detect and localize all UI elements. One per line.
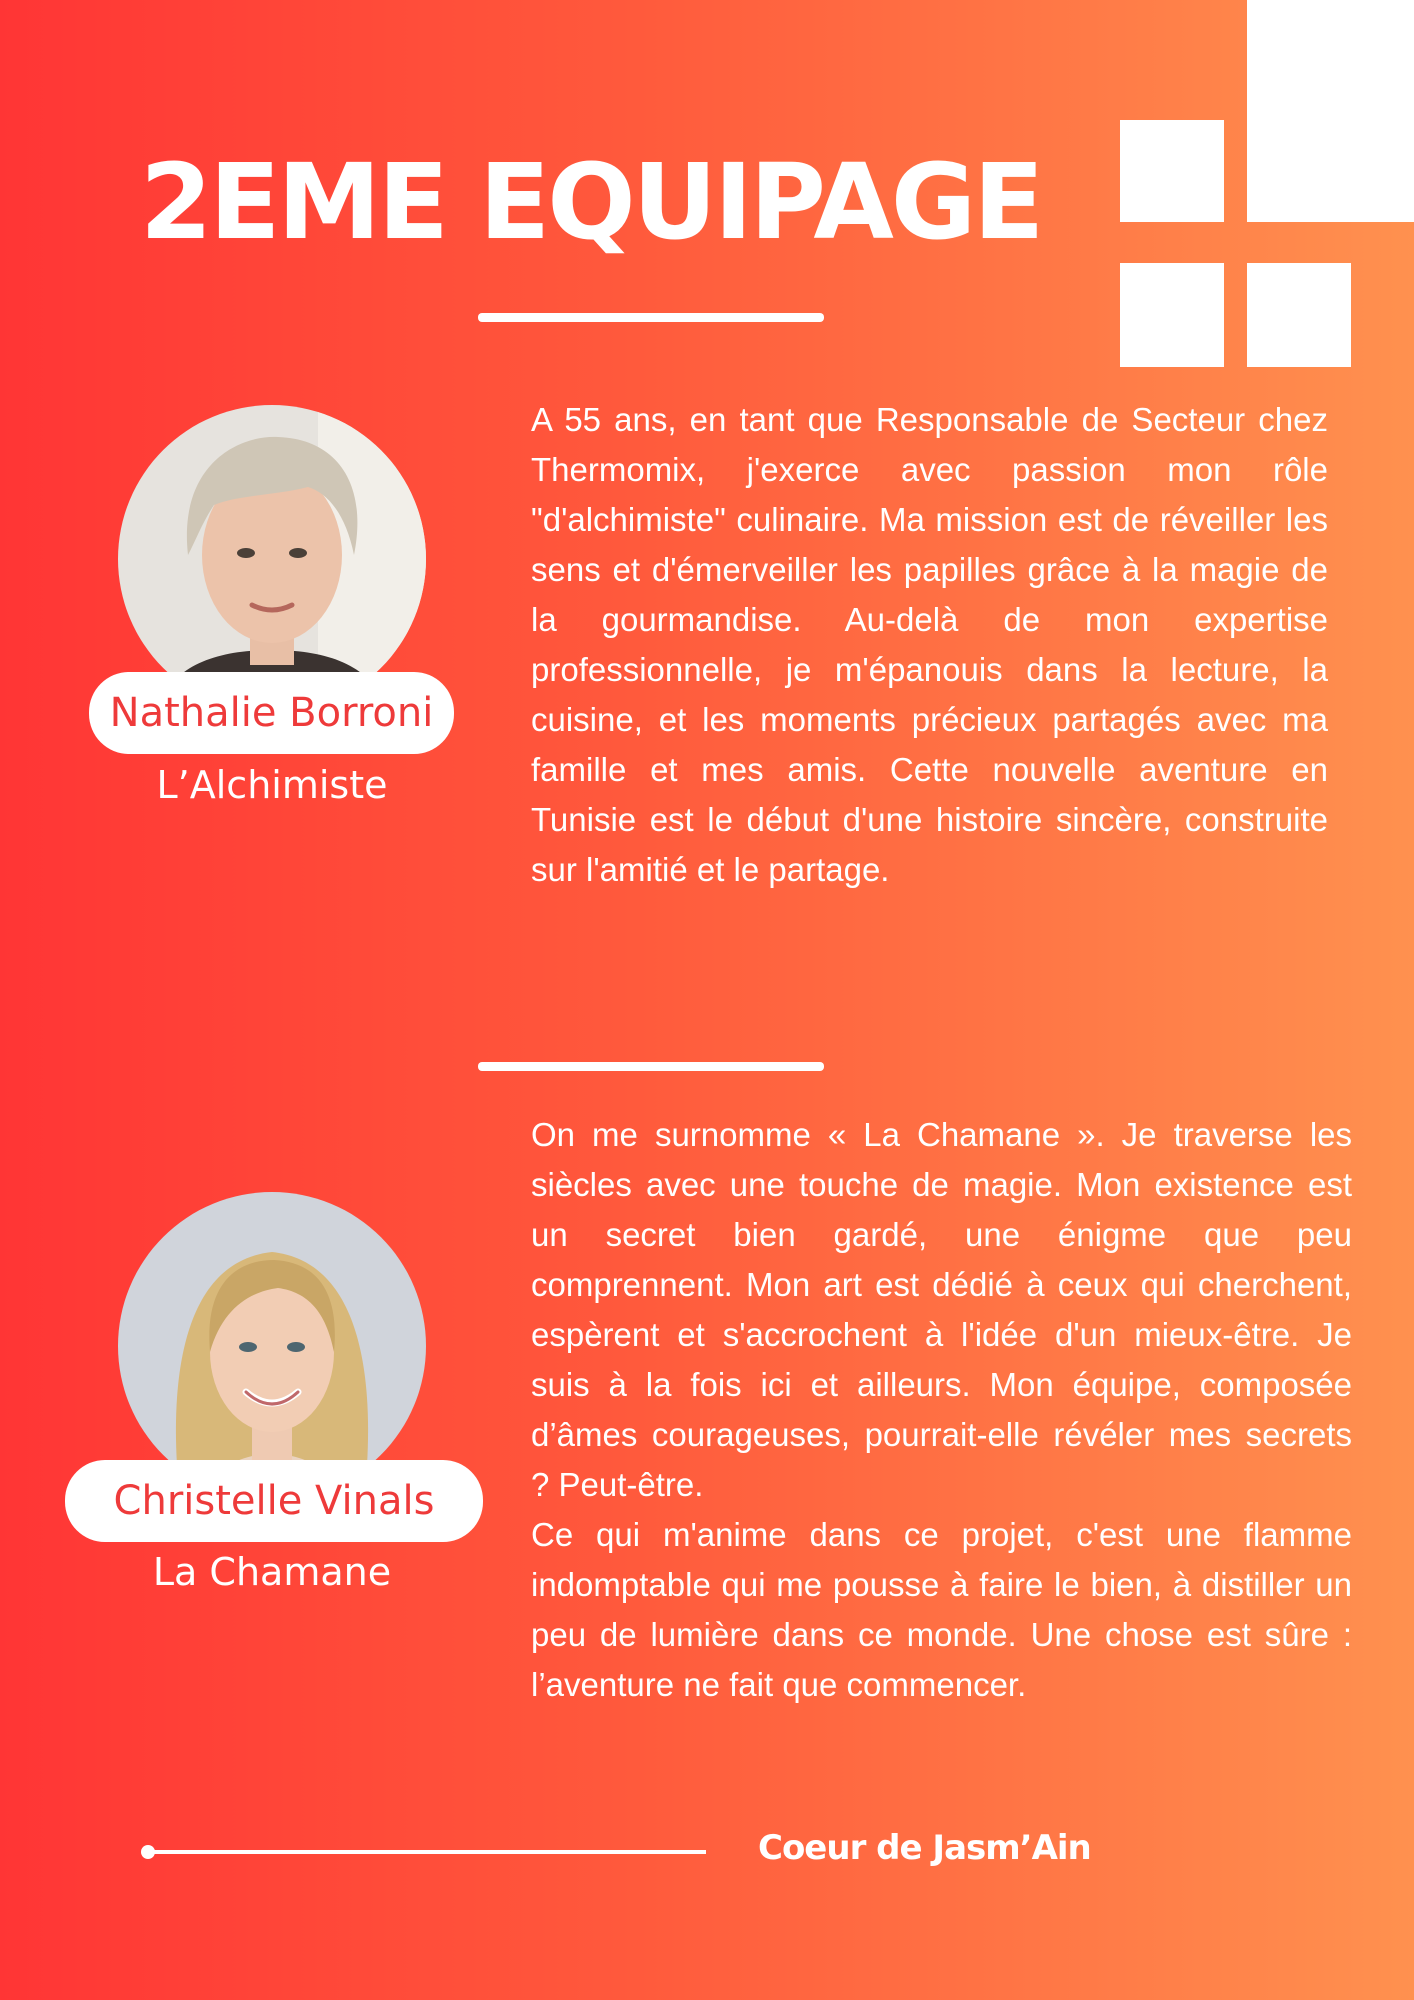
member-name-nathalie: Nathalie Borroni — [89, 672, 454, 754]
member-bio-christelle-part1: On me surnomme « La Chamane ». Je traverse les siècles avec une touche de magie. Mon existence est un secret bien gardé, une énigme que peu comprennent. Mon art est dédié à ceux qui cherchent, espèrent et s'accrochent à l'idée d'un mieux-être. Je suis à la fois ici et ailleurs. Mon équipe, composée d’âmes courageuses, pourrait-elle révéler mes secrets ? Peut-être. — [531, 1116, 1352, 1503]
footer-line — [148, 1850, 706, 1854]
member-bio-christelle — [531, 1110, 1352, 1710]
decorative-square-bottom-right — [1247, 263, 1351, 367]
member-bio-nathalie: A 55 ans, en tant que Responsable de Secteur chez Thermomix, j'exerce avec passion mon rôle "d'alchimiste" culinaire. Ma mission est de réveiller les sens et d'émerveiller les papilles grâce à la magie de la gourmandise. Au-delà de mon expertise professionnelle, je m'épanouis dans la lecture, la cuisine, et les moments précieux partagés avec ma famille et mes amis. Cette nouvelle aventure en Tunisie est le début d'une histoire sincère, construite sur l'amitié et le partage. — [531, 401, 1328, 888]
member-role-nathalie: L’Alchimiste — [156, 763, 388, 807]
member-name-christelle: Christelle Vinals — [65, 1460, 483, 1542]
decorative-square-top-right — [1247, 0, 1414, 222]
portrait-image — [118, 1192, 426, 1500]
footer-brand: Coeur de Jasm’Ain — [758, 1828, 1091, 1868]
avatar-nathalie — [118, 405, 426, 713]
decorative-square-bottom-left — [1120, 263, 1224, 367]
member-bio-christelle-part2: Ce qui m'anime dans ce projet, c'est une flamme indomptable qui me pousse à faire le bien, à distiller un peu de lumière dans ce monde. Une chose est sûre : l’aventure ne fait que commencer. — [531, 1516, 1352, 1703]
decorative-square-top-left — [1120, 120, 1224, 222]
portrait-image — [118, 405, 426, 713]
avatar-christelle — [118, 1192, 426, 1500]
divider-middle — [478, 1062, 824, 1071]
member-role-christelle: La Chamane — [152, 1550, 392, 1594]
divider-top — [478, 313, 824, 322]
page-title: 2EME EQUIPAGE — [140, 141, 1042, 263]
